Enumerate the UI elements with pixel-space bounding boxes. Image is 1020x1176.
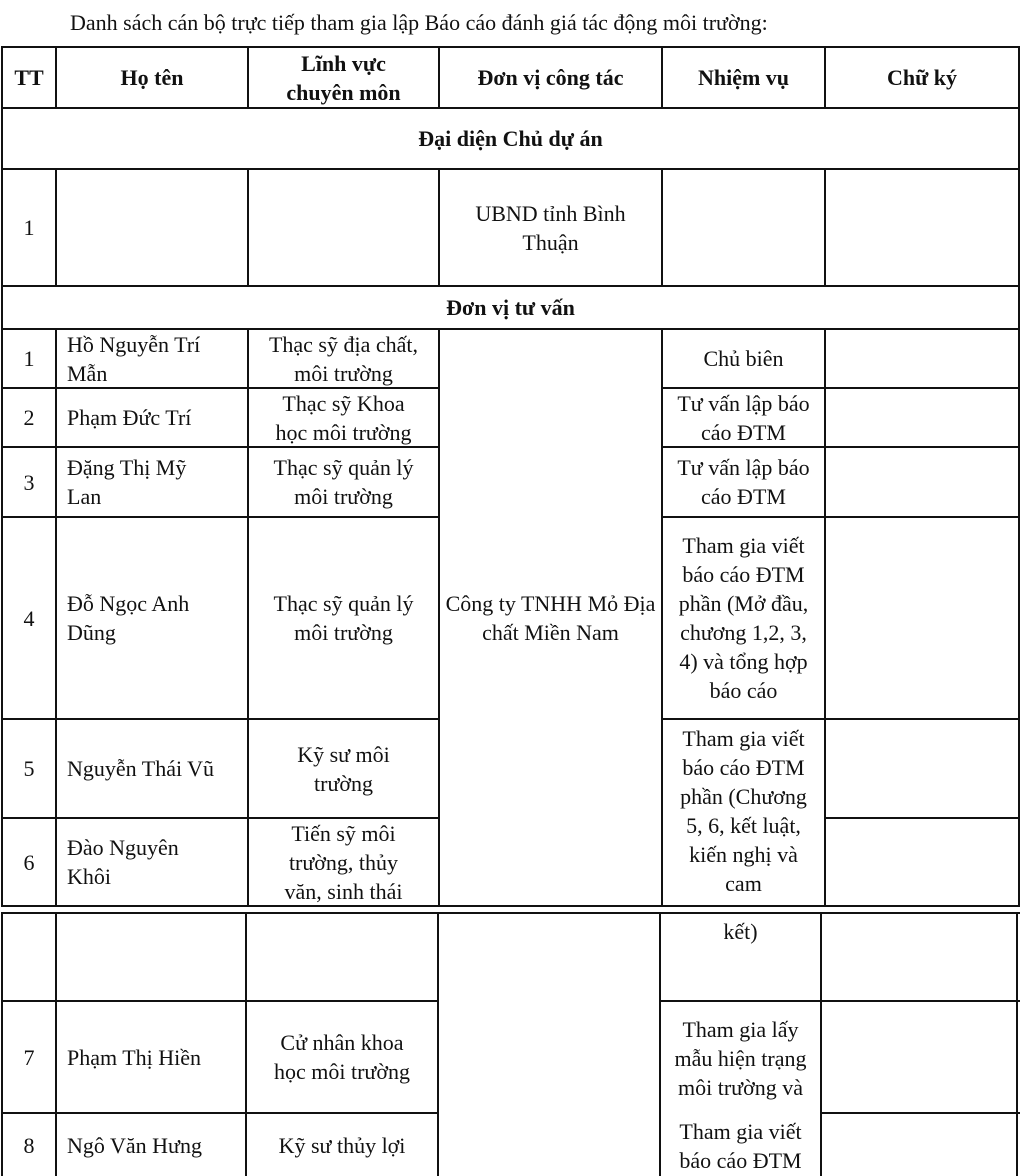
table-row-task: Tham gia viết báo cáo ĐTM [679,1119,802,1173]
table-row-task-continued: kết) [723,918,758,944]
consultant-unit: Công ty TNHH Mỏ Địa chất Miền Nam [445,590,656,645]
table-rule [55,168,57,287]
table-rule [820,912,822,1176]
table-row-tt: 3 [23,469,35,495]
table-row-name: Đào Nguyên Khôi [67,835,179,889]
table-row-name: Đặng Thị Mỹ Lan [67,455,187,509]
table-row-field: Kỹ sư thủy lợi [278,1132,406,1158]
header-signature: Chữ ký [886,65,958,90]
table-row-name: Phạm Đức Trí [67,405,192,430]
header-field: Lĩnh vực chuyên môn [286,50,401,105]
table-row-field: Thạc sỹ địa chất, môi trường [268,331,419,386]
section-owner: Đại diện Chủ dự án [418,126,603,151]
section-consultant: Đơn vị tư vấn [446,295,575,320]
header-task: Nhiệm vụ [697,65,790,90]
table-row-name: Ngô Văn Hưng [67,1132,202,1158]
table-row-task: Tham gia viết báo cáo ĐTM phần (Chương 5, 6, kết luật, kiến nghị và cam [680,726,807,896]
table-row-name: Hồ Nguyễn Trí Mẫn [67,331,201,386]
table-rule [824,328,826,907]
table-row-field: Thạc sỹ Khoa học môi trường [275,390,412,445]
header-name: Họ tên [120,65,184,90]
table-rule [1,912,1020,914]
table-row-tt: 5 [23,756,35,781]
table-row-tt: 7 [23,1044,35,1070]
table-row-tt: 6 [23,849,35,875]
owner-unit: UBND tỉnh Bình Thuận [475,200,626,255]
table-row-tt: 4 [23,605,35,631]
table-row-field: Thạc sỹ quản lý môi trường [273,455,414,509]
table-rule [824,168,826,287]
table-row-tt: 8 [23,1132,35,1158]
table-row-field: Cử nhân khoa học môi trường [274,1030,410,1084]
owner-tt: 1 [23,215,35,240]
table-rule [1,905,1020,907]
header-tt: TT [14,65,44,90]
table-rule [661,168,663,287]
table-rule [437,912,439,1176]
table-row-name: Phạm Thị Hiền [67,1044,202,1070]
table-row-task: Tham gia viết báo cáo ĐTM phần (Mở đầu, chương 1,2, 3, 4) và tổng hợp báo cáo [678,533,809,703]
table-rule [824,817,1020,819]
table-rule [820,1112,1020,1114]
table-row-tt: 2 [23,405,35,430]
header-unit: Đơn vị công tác [477,65,624,90]
table-row-task: Tư vấn lập báo cáo ĐTM [677,455,810,509]
table-row-task: Tham gia lấy mẫu hiện trạng môi trường và [674,1016,807,1100]
table-row-name: Đỗ Ngọc Anh Dũng [67,591,190,645]
table-row-task: Tư vấn lập báo cáo ĐTM [677,390,810,445]
table-rule [661,718,1020,720]
table-row-field: Thạc sỹ quản lý môi trường [273,591,414,645]
table-row-tt: 1 [23,346,35,371]
table-rule [1016,912,1018,1176]
table-row-field: Kỹ sư môi trường [297,741,390,796]
table-row-task: Chủ biên [703,346,784,371]
table-rule [247,168,249,287]
table-row-field: Tiến sỹ môi trường, thủy văn, sinh thái [284,820,403,904]
list-title: Danh sách cán bộ trực tiếp tham gia lập Báo cáo đánh giá tác động môi trường: [70,10,768,35]
table-row-name: Nguyễn Thái Vũ [67,756,215,781]
